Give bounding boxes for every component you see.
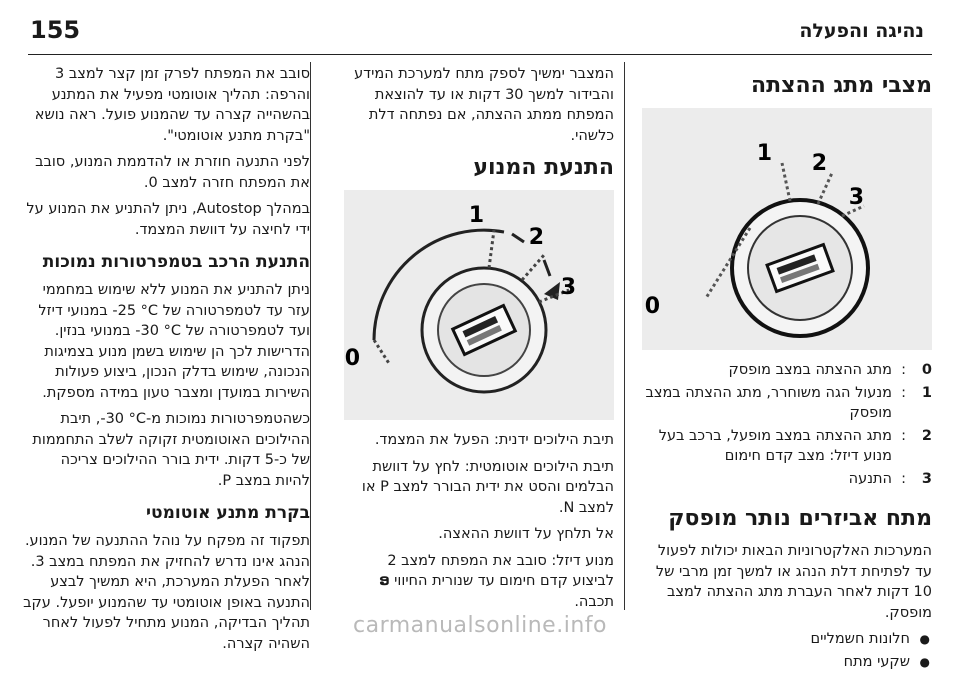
- manual-gearbox-step: תיבת הילוכים ידנית: הפעל את המצמד.: [374, 432, 614, 448]
- ignition-switch-illustration: [642, 108, 932, 350]
- fig1-label-1: 1: [756, 141, 772, 166]
- auto-starter-title: בקרת מתנע אוטומטי: [146, 503, 310, 523]
- fig2-label-1: 1: [468, 203, 484, 228]
- left-column: [22, 64, 310, 660]
- position-separator: :: [901, 362, 906, 378]
- fig2-label-2: 2: [528, 225, 544, 250]
- accelerator-note: אל תלחץ על דוושת ההאצה.: [438, 526, 614, 542]
- list-item: ● שקעי מתח: [642, 652, 932, 673]
- position-text: מנעול הגה משוחרר, מתג ההצתה במצב מופסק: [645, 384, 892, 421]
- right-column: [642, 64, 932, 674]
- header-rule: [28, 54, 932, 55]
- ignition-positions-title: מצבי מתג ההצתה: [750, 73, 932, 98]
- retained-power-text: המערכות האלקטרוניות הבאות יכולות לפעול עד לפתיחת דלת הנהג או למשך זמן מרבי של 10 דקות לאחר העברת מתג ההצתה למצב מופסק.: [655, 543, 932, 621]
- ignition-switch-figure: [642, 108, 932, 350]
- position-key: 1: [921, 384, 932, 401]
- position-key: 0: [921, 362, 932, 378]
- position-key: 3: [921, 470, 932, 487]
- diesel-preheat-end: תכבה.: [574, 593, 614, 610]
- fig2-label-0: 0: [344, 346, 360, 371]
- cold-start-title: התנעת הרכב בטמפרטורות נמוכות: [42, 252, 310, 272]
- fig2-label-3: 3: [560, 275, 576, 300]
- cold-gearbox-text: כשהטמפרטורות נמוכות מ-‎-30 °C, תיבת ההילוכים האוטומטית זקוקה לשלב התחממות של כ-5 דקות. ידית בורר ההילוכים צריכה להיות במצב P.: [32, 411, 310, 489]
- infotainment-note: המצבר ימשיך לספק מתח למערכת המידע והבידור למשך 30 דקות או עד להוצאת המפתח ממתג ההצתה, אם נפתחה דלת כלשהי.: [354, 66, 614, 144]
- fig1-label-0: 0: [644, 294, 660, 319]
- position-separator: :: [901, 470, 906, 487]
- list-item: ● חלונות חשמליים: [642, 629, 932, 650]
- column-divider-right: [624, 62, 625, 610]
- position-text: מתג ההצתה במצב מופעל, ברכב בעל מנוע דיזל: מצב קדם חימום: [658, 427, 892, 464]
- engine-start-figure: [344, 190, 614, 420]
- cold-start-text: ניתן להתניע את המנוע ללא שימוש במחממי עזר עד לטמפרטורה של ‎-25 °C במנועי דיזל ועד לטמפרטורה של ‎-30 °C במנועי בנזין. הדרישות לכך הן שימוש בשמן מנוע בצמיגות הנכונה, שימוש בדלק הנכון, ביצוע פעולות השירות במועדן ומצבר טעון במידה מספקת.: [38, 282, 310, 401]
- page-number: 155: [30, 16, 81, 44]
- position-key: 2: [921, 427, 932, 444]
- diesel-preheat-text: מנוע דיזל: סובב את המפתח למצב 2 לביצוע קדם חימום עד שנורית החיווי: [387, 552, 614, 589]
- position-item: [642, 469, 932, 490]
- glow-plug-icon: ອ: [379, 573, 390, 589]
- column-divider-left: [310, 62, 311, 610]
- position-separator: :: [901, 427, 906, 444]
- position-item: [642, 426, 932, 467]
- position-item: [642, 360, 932, 381]
- auto-starter-text: תפקוד זה מפקח על נוהל ההתנעה של המנוע. הנהג אינו נדרש להחזיק את המפתח במצב 3. לאחר הפעלת המערכת, היא תמשיך לבצע התנעה באופן אוטומטי עד שהמנוע יופעל. עקב תהליך הבדיקה, המנוע מתחיל לפעול לאחר השהיה קצרה.: [23, 533, 310, 652]
- fig1-label-2: 2: [811, 151, 827, 176]
- ignition-positions-list: [642, 360, 932, 489]
- middle-column: [344, 64, 614, 618]
- crank-step: סובב את המפתח לפרק זמן קצר למצב 3 והרפה: תהליך אוטומטי מפעיל את המתנע בהשהייה קצרה עד שהמנוע פועל. ראה נושא "בקרת מתנע אוטומטי".: [34, 66, 310, 144]
- fig1-label-3: 3: [848, 185, 864, 210]
- diesel-preheat-step: [344, 551, 614, 613]
- engine-start-title: התנעת המנוע: [473, 155, 614, 180]
- position-text: מתג ההצתה במצב מופסק: [728, 362, 892, 378]
- automatic-gearbox-step: תיבת הילוכים אוטומטית: לחץ על דוושת הבלמים והסט את ידית הבורר למצב P או למצב N.: [361, 458, 614, 516]
- section-title: נהיגה והפעלה: [799, 20, 924, 42]
- restart-note: לפני התנעה חוזרת או להדממת המנוע, סובב את המפתח חזרה למצב 0.: [35, 154, 310, 191]
- position-text: התנעה: [848, 470, 892, 487]
- position-item: [642, 383, 932, 424]
- autostop-note: במהלך Autostop, ניתן להתניע את המנוע על ידי לחיצה על דוושת המצמד.: [26, 201, 310, 238]
- retained-power-title: מתח אביזרים נותר מופסק: [668, 506, 932, 531]
- engine-start-illustration: [344, 190, 614, 420]
- page-header: [0, 0, 960, 60]
- position-separator: :: [901, 384, 906, 401]
- watermark: carmanualsonline.info: [353, 613, 607, 638]
